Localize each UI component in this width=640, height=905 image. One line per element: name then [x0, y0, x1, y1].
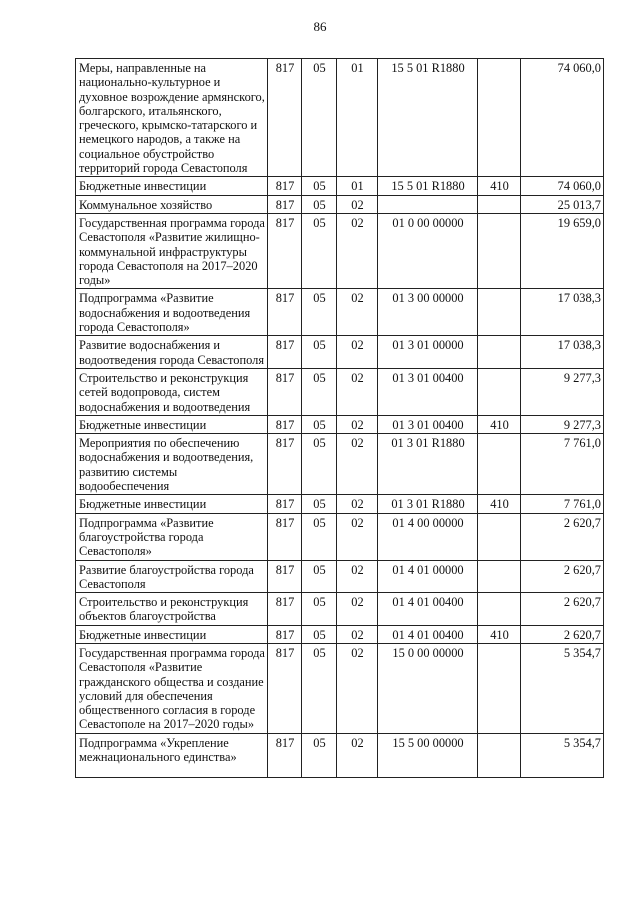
section-cell: 05: [302, 643, 337, 733]
ved-cell: 817: [268, 177, 302, 195]
subsection-cell: 02: [337, 213, 378, 288]
target-article-cell: 15 0 00 00000: [378, 643, 478, 733]
section-cell: 05: [302, 213, 337, 288]
budget-table: [75, 58, 604, 778]
ved-cell: 817: [268, 289, 302, 336]
ved-cell: 817: [268, 643, 302, 733]
subsection-cell: 01: [337, 59, 378, 177]
subsection-cell: 02: [337, 336, 378, 369]
target-article-cell: 15 5 00 00000: [378, 733, 478, 777]
table-row: [76, 593, 604, 626]
section-cell: 05: [302, 289, 337, 336]
ved-cell: 817: [268, 560, 302, 593]
subsection-cell: 02: [337, 733, 378, 777]
table-row: [76, 625, 604, 643]
subsection-cell: 02: [337, 434, 378, 495]
amount-cell: 9 277,3: [521, 415, 604, 433]
table-row: [76, 289, 604, 336]
expense-type-cell: [478, 336, 521, 369]
row-name-cell: Строительство и реконструкция сетей водопровода, систем водоснабжения и водоотведения: [76, 368, 268, 415]
target-article-cell: 01 0 00 00000: [378, 213, 478, 288]
row-name-cell: Развитие благоустройства города Севастополя: [76, 560, 268, 593]
subsection-cell: 02: [337, 289, 378, 336]
table-row: [76, 434, 604, 495]
row-name-cell: Подпрограмма «Развитие благоустройства города Севастополя»: [76, 513, 268, 560]
target-article-cell: 15 5 01 R1880: [378, 177, 478, 195]
expense-type-cell: 410: [478, 495, 521, 513]
table-row: [76, 336, 604, 369]
subsection-cell: 02: [337, 195, 378, 213]
row-name-cell: Государственная программа города Севастополя «Развитие гражданского общества и создание условий для обеспечения общественного согласия в городе Севастополе на 2017–2020 годы»: [76, 643, 268, 733]
ved-cell: 817: [268, 434, 302, 495]
section-cell: 05: [302, 593, 337, 626]
row-name-cell: Бюджетные инвестиции: [76, 177, 268, 195]
ved-cell: 817: [268, 213, 302, 288]
table-row: [76, 177, 604, 195]
expense-type-cell: 410: [478, 415, 521, 433]
section-cell: 05: [302, 59, 337, 177]
section-cell: 05: [302, 195, 337, 213]
table-row: [76, 368, 604, 415]
target-article-cell: 01 4 00 00000: [378, 513, 478, 560]
amount-cell: 19 659,0: [521, 213, 604, 288]
ved-cell: 817: [268, 733, 302, 777]
ved-cell: 817: [268, 336, 302, 369]
row-name-cell: Государственная программа города Севастополя «Развитие жилищно-коммунальной инфраструктуры города Севастополя на 2017–2020 годы»: [76, 213, 268, 288]
row-name-cell: Бюджетные инвестиции: [76, 625, 268, 643]
row-name-cell: Развитие водоснабжения и водоотведения города Севастополя: [76, 336, 268, 369]
target-article-cell: [378, 195, 478, 213]
expense-type-cell: [478, 289, 521, 336]
table-row: [76, 560, 604, 593]
amount-cell: 2 620,7: [521, 593, 604, 626]
subsection-cell: 02: [337, 643, 378, 733]
target-article-cell: 01 4 01 00400: [378, 593, 478, 626]
ved-cell: 817: [268, 59, 302, 177]
expense-type-cell: [478, 59, 521, 177]
expense-type-cell: [478, 368, 521, 415]
amount-cell: 2 620,7: [521, 625, 604, 643]
subsection-cell: 02: [337, 368, 378, 415]
target-article-cell: 01 3 01 00000: [378, 336, 478, 369]
subsection-cell: 01: [337, 177, 378, 195]
ved-cell: 817: [268, 593, 302, 626]
expense-type-cell: 410: [478, 177, 521, 195]
section-cell: 05: [302, 495, 337, 513]
expense-type-cell: 410: [478, 625, 521, 643]
amount-cell: 74 060,0: [521, 177, 604, 195]
amount-cell: 9 277,3: [521, 368, 604, 415]
ved-cell: 817: [268, 368, 302, 415]
row-name-cell: Строительство и реконструкция объектов благоустройства: [76, 593, 268, 626]
ved-cell: 817: [268, 195, 302, 213]
ved-cell: 817: [268, 495, 302, 513]
table-row: [76, 195, 604, 213]
section-cell: 05: [302, 434, 337, 495]
subsection-cell: 02: [337, 593, 378, 626]
amount-cell: 74 060,0: [521, 59, 604, 177]
section-cell: 05: [302, 415, 337, 433]
subsection-cell: 02: [337, 560, 378, 593]
subsection-cell: 02: [337, 625, 378, 643]
section-cell: 05: [302, 513, 337, 560]
subsection-cell: 02: [337, 415, 378, 433]
ved-cell: 817: [268, 513, 302, 560]
amount-cell: 2 620,7: [521, 513, 604, 560]
table-row: [76, 643, 604, 733]
row-name-cell: Коммунальное хозяйство: [76, 195, 268, 213]
expense-type-cell: [478, 643, 521, 733]
row-name-cell: Бюджетные инвестиции: [76, 415, 268, 433]
amount-cell: 17 038,3: [521, 336, 604, 369]
amount-cell: 7 761,0: [521, 495, 604, 513]
ved-cell: 817: [268, 625, 302, 643]
expense-type-cell: [478, 213, 521, 288]
section-cell: 05: [302, 625, 337, 643]
expense-type-cell: [478, 195, 521, 213]
target-article-cell: 01 3 01 R1880: [378, 434, 478, 495]
expense-type-cell: [478, 733, 521, 777]
row-name-cell: Подпрограмма «Укрепление межнационального единства»: [76, 733, 268, 777]
table-row: [76, 513, 604, 560]
section-cell: 05: [302, 733, 337, 777]
row-name-cell: Бюджетные инвестиции: [76, 495, 268, 513]
row-name-cell: Подпрограмма «Развитие водоснабжения и водоотведения города Севастополя»: [76, 289, 268, 336]
expense-type-cell: [478, 434, 521, 495]
subsection-cell: 02: [337, 495, 378, 513]
target-article-cell: 01 3 01 R1880: [378, 495, 478, 513]
expense-type-cell: [478, 593, 521, 626]
section-cell: 05: [302, 177, 337, 195]
ved-cell: 817: [268, 415, 302, 433]
table-row: [76, 59, 604, 177]
section-cell: 05: [302, 368, 337, 415]
table-row: [76, 213, 604, 288]
row-name-cell: Мероприятия по обеспечению водоснабжения и водоотведения, развитию системы водообеспечения: [76, 434, 268, 495]
section-cell: 05: [302, 336, 337, 369]
amount-cell: 2 620,7: [521, 560, 604, 593]
amount-cell: 25 013,7: [521, 195, 604, 213]
target-article-cell: 01 4 01 00000: [378, 560, 478, 593]
amount-cell: 17 038,3: [521, 289, 604, 336]
target-article-cell: 01 4 01 00400: [378, 625, 478, 643]
expense-type-cell: [478, 560, 521, 593]
target-article-cell: 01 3 01 00400: [378, 368, 478, 415]
section-cell: 05: [302, 560, 337, 593]
target-article-cell: 15 5 01 R1880: [378, 59, 478, 177]
table-row: [76, 733, 604, 777]
amount-cell: 7 761,0: [521, 434, 604, 495]
amount-cell: 5 354,7: [521, 643, 604, 733]
amount-cell: 5 354,7: [521, 733, 604, 777]
table-row: [76, 415, 604, 433]
target-article-cell: 01 3 00 00000: [378, 289, 478, 336]
table-row: [76, 495, 604, 513]
expense-type-cell: [478, 513, 521, 560]
subsection-cell: 02: [337, 513, 378, 560]
page-number: 86: [313, 19, 327, 34]
target-article-cell: 01 3 01 00400: [378, 415, 478, 433]
row-name-cell: Меры, направленные на национально-культурное и духовное возрождение армянского, болгарского, итальянского, греческого, крымско-татарского и немецкого народов, а также на социальное обустройство территорий города Севастополя: [76, 59, 268, 177]
